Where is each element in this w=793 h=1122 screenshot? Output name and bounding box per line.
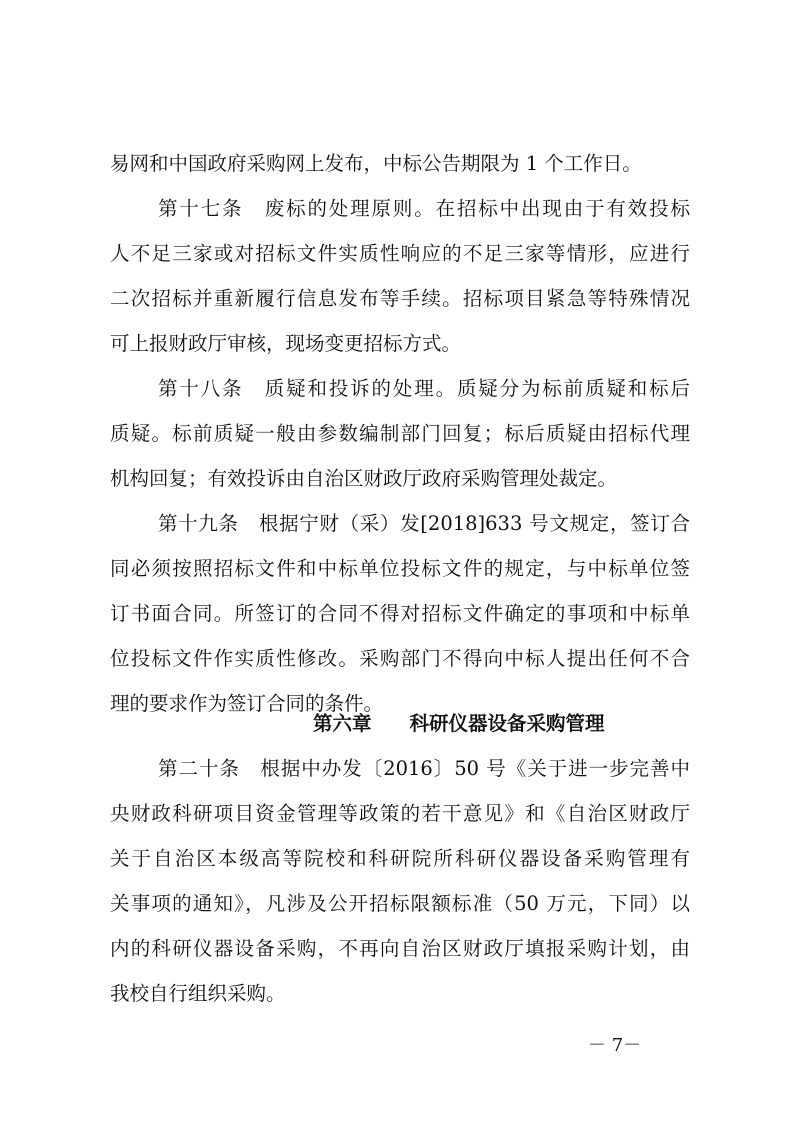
paragraph-line: 位投标文件作实质性修改。采购部门不得向中标人提出任何不合	[110, 647, 690, 670]
paragraph-line: 内的科研仪器设备采购，不再向自治区财政厅填报采购计划，由	[110, 937, 690, 960]
paragraph-line: 机构回复；有效投诉由自治区财政厅政府采购管理处裁定。	[110, 467, 618, 490]
paragraph-line: 关于自治区本级高等院校和科研院所科研仪器设备采购管理有	[110, 847, 690, 870]
paragraph-line: 订书面合同。所签订的合同不得对招标文件确定的事项和中标单	[110, 602, 690, 625]
paragraph-line: 易网和中国政府采购网上发布，中标公告期限为 1 个工作日。	[110, 152, 642, 175]
paragraph-line: 我校自行组织采购。	[110, 982, 286, 1005]
paragraph-line: 第十七条 废标的处理原则。在招标中出现由于有效投标	[158, 197, 690, 220]
paragraph-line: 第十八条 质疑和投诉的处理。质疑分为标前质疑和标后	[158, 377, 690, 400]
paragraph-line: 同必须按照招标文件和中标单位投标文件的规定，与中标单位签	[110, 557, 690, 580]
paragraph-line: 二次招标并重新履行信息发布等手续。招标项目紧急等特殊情况	[110, 287, 690, 310]
paragraph-line: 人不足三家或对招标文件实质性响应的不足三家等情形，应进行	[110, 242, 690, 265]
chapter-number: 第六章	[313, 712, 372, 735]
paragraph-line: 理的要求作为签订合同的条件。	[110, 692, 384, 715]
paragraph-line: 央财政科研项目资金管理等政策的若干意见》和《自治区财政厅	[110, 802, 690, 825]
paragraph-line: 质疑。标前质疑一般由参数编制部门回复；标后质疑由招标代理	[110, 422, 690, 445]
paragraph-line: 第十九条 根据宁财（采）发[2018]633 号文规定，签订合	[158, 512, 690, 535]
paragraph-line: 可上报财政厅审核，现场变更招标方式。	[110, 332, 462, 355]
page-number: － 7－	[588, 1035, 642, 1056]
chapter-title: 科研仪器设备采购管理	[409, 712, 605, 735]
paragraph-line: 关事项的通知》，凡涉及公开招标限额标准（50 万元，下同）以	[110, 892, 690, 915]
chapter-heading	[313, 711, 605, 737]
paragraph-line: 第二十条 根据中办发〔2016〕50 号《关于进一步完善中	[158, 757, 690, 780]
